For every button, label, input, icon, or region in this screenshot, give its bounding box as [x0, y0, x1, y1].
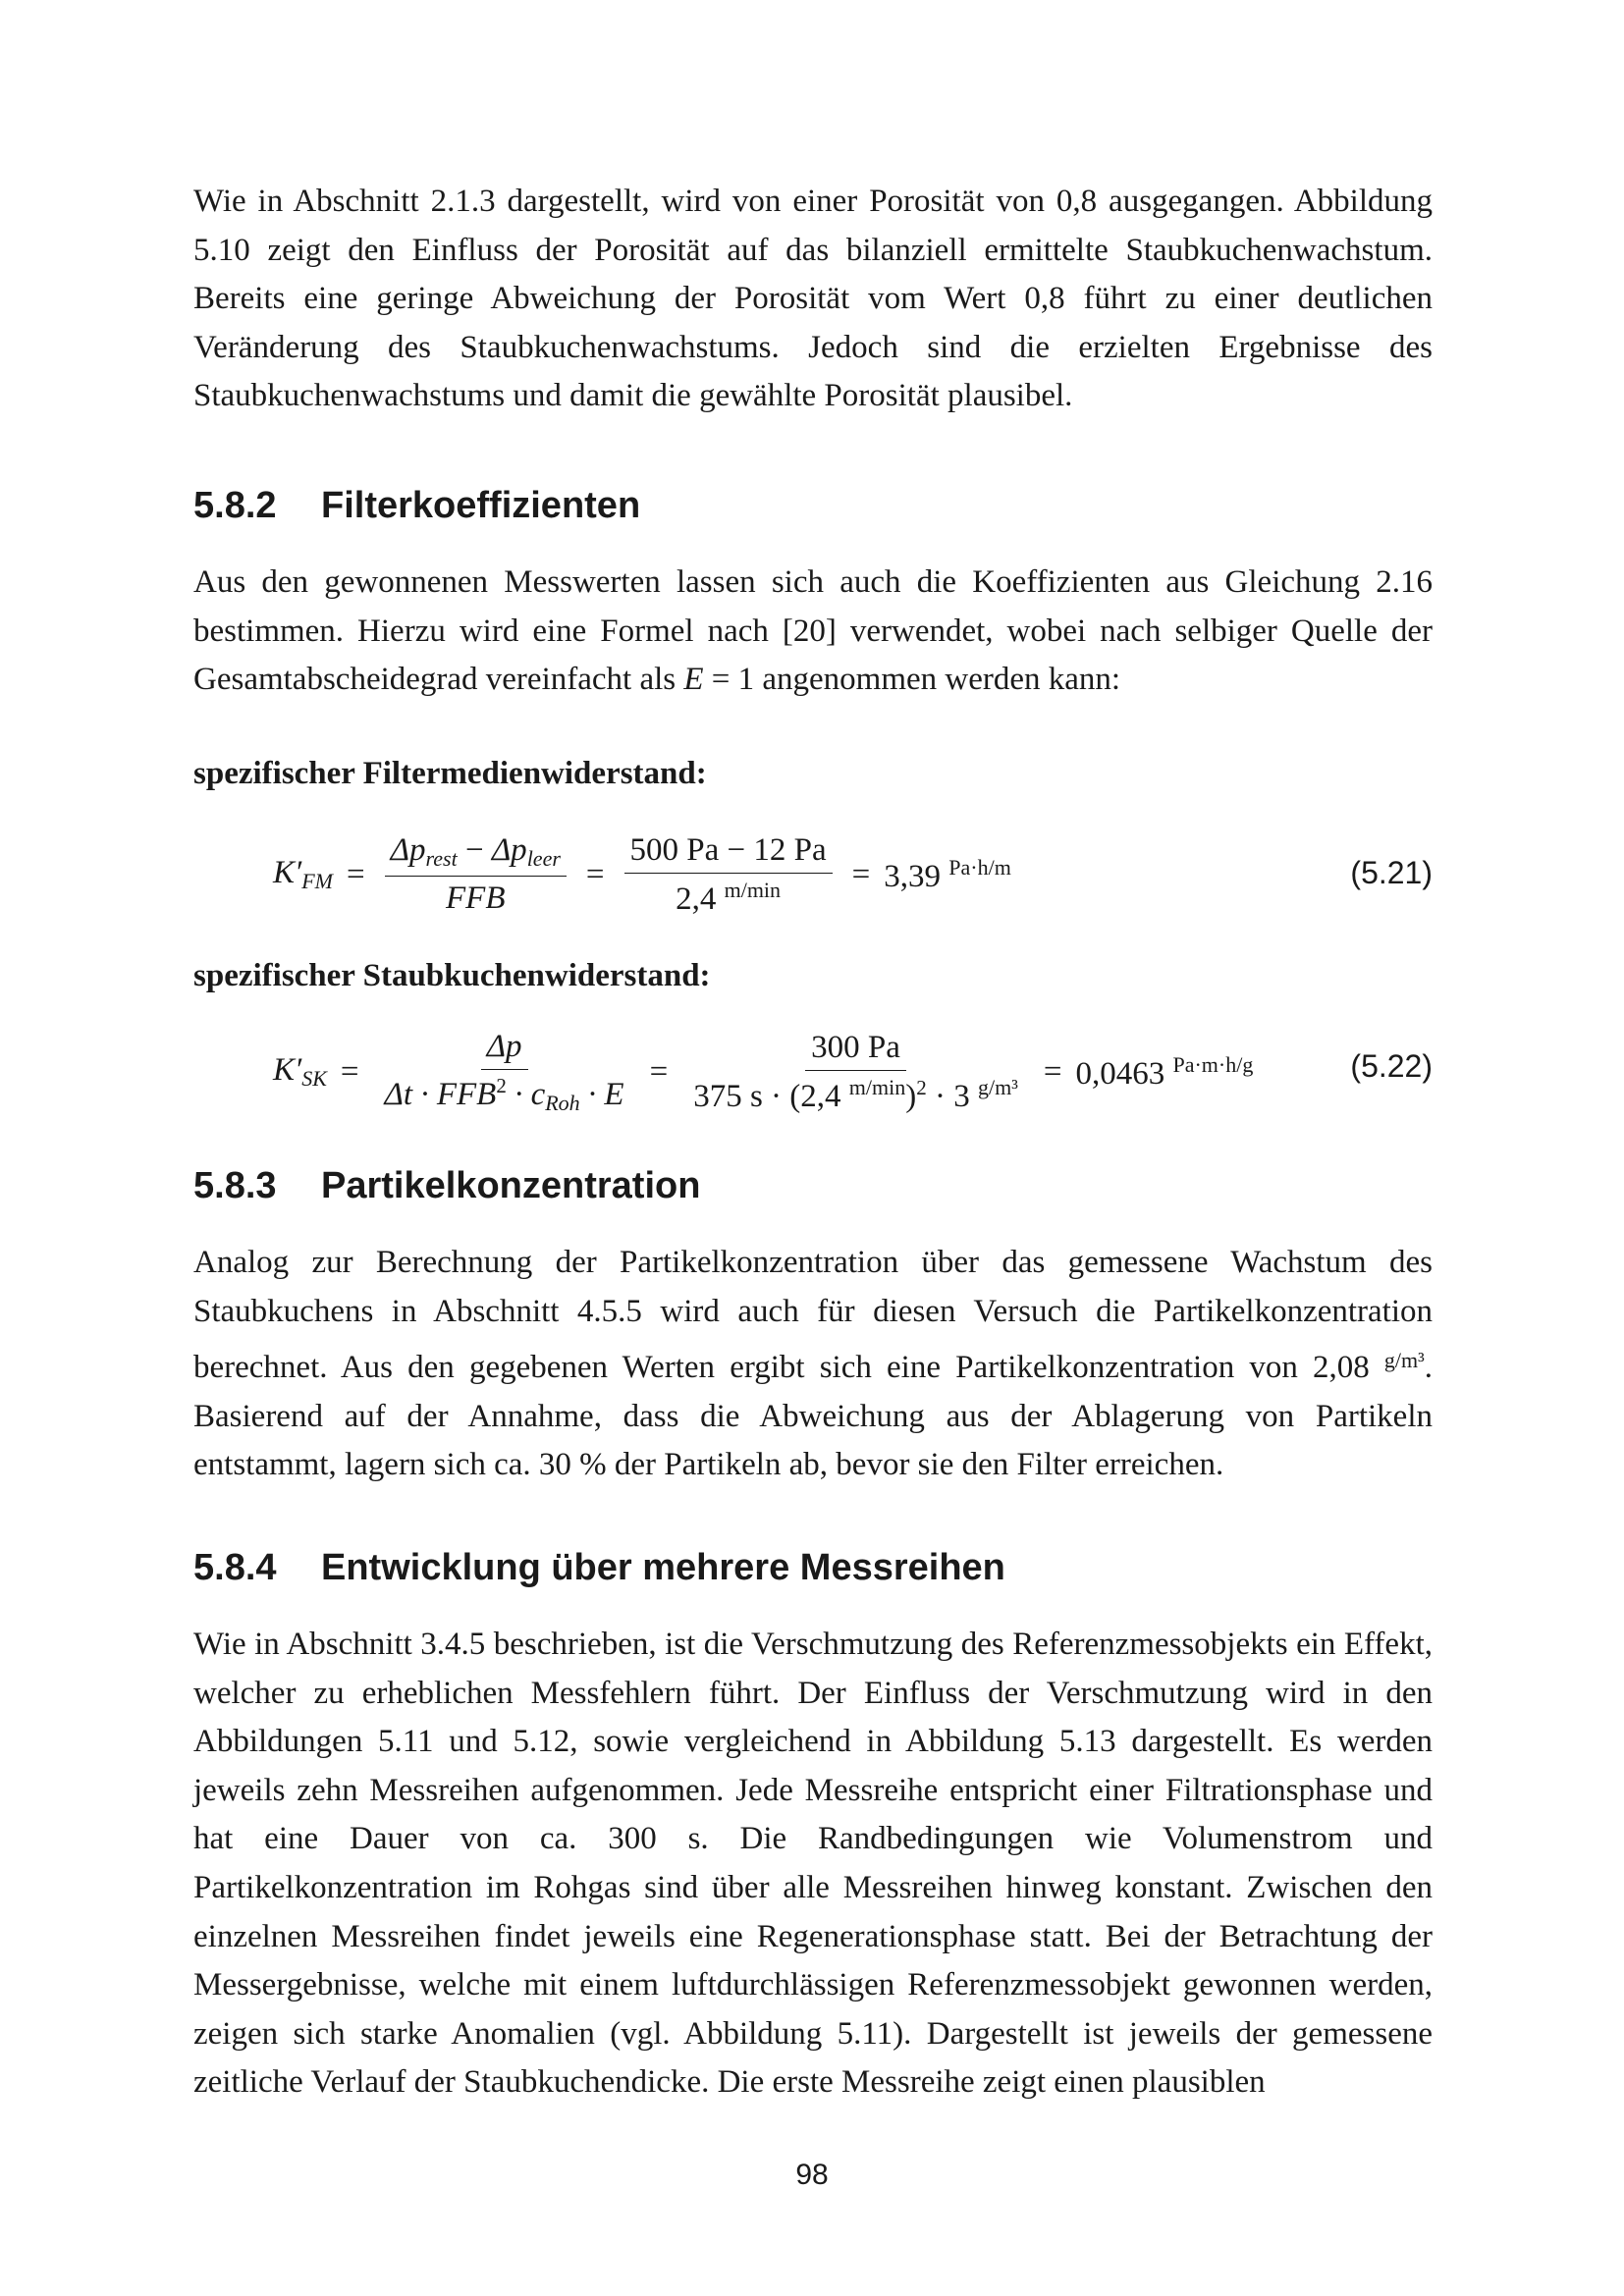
equals-sign: =	[347, 856, 365, 892]
section-number: 5.8.4	[193, 1547, 277, 1588]
paragraph-messreihen: Wie in Abschnitt 3.4.5 beschrieben, ist die Verschmutzung des Referenzmessobjekts ein Effekt, welcher zu erheblichen Messfehlern führt. Der Einfluss der Verschmutzung wird in den Abbildungen 5.11 und 5.12, sowie vergleichend in Abbildung 5.13 dargestellt. Es werden jeweils zehn Messreihen aufgenommen. Jede Messreihe entspricht einer Filtrationsphase und hat eine Dauer von ca. 300 s. Die Randbedingungen wie Volumenstrom und Partikelkonzentration im Rohgas sind über alle Messreihen hinweg konstant. Zwischen den einzelnen Messreihen findet jeweils eine Regenerationsphase statt. Bei der Betrachtung der Messergebnisse, welche mit einem luftdurchlässigen Referenzmessobjekt gewonnen werden, zeigen sich starke Anomalien (vgl. Abbildung 5.11). Dargestellt ist jeweils der gemessene zeitliche Verlauf der Staubkuchendicke. Die erste Messreihe zeigt einen plausiblen	[193, 1627, 1433, 2101]
eq-result: 0,0463 $^{Pa\cdot m\cdot h/g}$	[1075, 1051, 1254, 1092]
equation-5-21	[273, 830, 1011, 919]
unit-concentration: g/m³	[1383, 1348, 1425, 1373]
section-heading-5-8-3	[193, 1163, 700, 1208]
equation-5-22	[273, 1025, 1253, 1119]
paragraph-text: = 1 angenommen werden kann:	[703, 662, 1121, 698]
eq-lhs: $K'_{SK}$	[273, 1052, 327, 1091]
equals-sign: =	[340, 1053, 359, 1090]
equals-sign: =	[585, 856, 605, 892]
page-number: 98	[795, 2159, 829, 2191]
equation-number-5-22: (5.22)	[1350, 1048, 1433, 1084]
paragraph-text: . Basierend auf der Annahme, dass die Abweichung aus der Ablagerung von Partikeln entstammt, lagern sich ca. 30 % der Partikeln ab, bevor sie den Filter erreichen.	[193, 1350, 1433, 1483]
paragraph-filterkoeffizienten	[193, 559, 1433, 705]
eq-lhs: $K'_{FM}$	[273, 855, 333, 893]
equals-sign: =	[851, 856, 871, 892]
section-title: Entwicklung über mehrere Messreihen	[321, 1547, 1005, 1588]
section-number: 5.8.2	[193, 485, 277, 526]
fraction-values: $\frac{500 Pa - 12 Pa}{2,4 ^{m/min}}$	[624, 832, 833, 918]
section-title: Partikelkonzentration	[321, 1165, 701, 1206]
section-number: 5.8.3	[193, 1165, 277, 1206]
paragraph-text: Aus den gewonnenen Messwerten lassen sich auch die Koeffizienten aus Gleichung 2.16 bestimmen. Hierzu wird eine Formel nach [20] verwendet, wobei nach selbiger Quelle der Gesamtabscheidegrad vereinfacht als	[193, 564, 1433, 698]
fraction-pressure-difference: $\frac{\Delta p_{rest} - \Delta p_{leer}}{\text{FFB}}$	[385, 832, 567, 917]
paragraph-partikelkonzentration	[193, 1239, 1433, 1490]
label-staubkuchenwiderstand: spezifischer Staubkuchenwiderstand:	[193, 958, 711, 993]
equals-sign: =	[1043, 1053, 1062, 1090]
equation-number-5-21: (5.21)	[1350, 855, 1433, 890]
eq-result: 3,39 $^{Pa\cdot h/m}$	[884, 854, 1011, 894]
section-heading-5-8-2	[193, 483, 640, 528]
section-heading-5-8-4	[193, 1545, 1005, 1590]
section-title: Filterkoeffizienten	[321, 485, 641, 526]
variable-e: E	[683, 662, 704, 698]
paragraph-text: Analog zur Berechnung der Partikelkonzentration über das gemessene Wachstum des Staubkuchens in Abschnitt 4.5.5 wird auch für diesen Versuch die Partikelkonzentration berechnet. Aus den gegebenen Werten ergibt sich eine Partikelkonzentration von 2,08	[193, 1245, 1433, 1386]
paragraph-porositaet: Wie in Abschnitt 2.1.3 dargestellt, wird von einer Porosität von 0,8 ausgegangen. Abbildung 5.10 zeigt den Einfluss der Porosität auf das bilanziell ermittelte Staubkuchenwachstum. Bereits eine geringe Abweichung der Porosität vom Wert 0,8 führt zu einer deutlichen Veränderung des Staubkuchenwachstums. Jedoch sind die erzielten Ergebnisse des Staubkuchenwachstums und damit die gewählte Porosität plausibel.	[193, 184, 1433, 414]
equals-sign: =	[649, 1053, 669, 1090]
fraction-cake-resistance: $\frac{\Delta p}{\Delta t \cdot FFB^2 \cdot c_{Roh} \cdot E}$	[384, 1028, 624, 1115]
label-filtermedienwiderstand: spezifischer Filtermedienwiderstand:	[193, 756, 707, 791]
fraction-values: $\frac{300 Pa}{375 s \cdot (2,4 ^{m/min})^2 \cdot 3 ^{g/m^3}}$	[693, 1029, 1018, 1114]
